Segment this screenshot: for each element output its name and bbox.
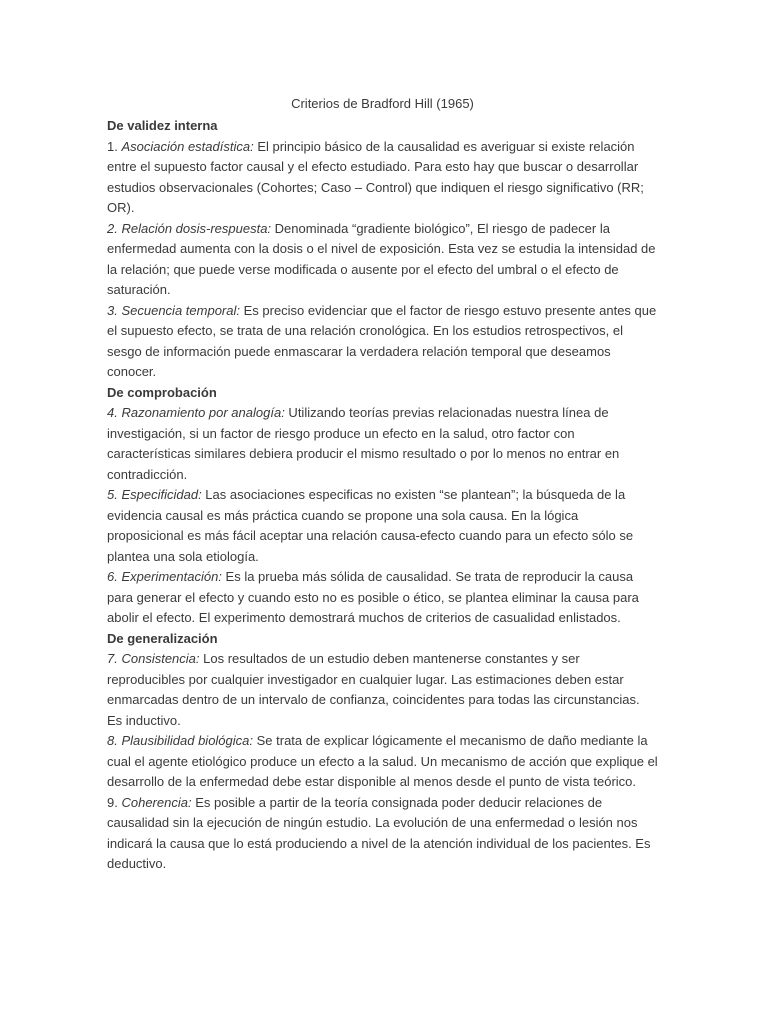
criterion-number: 6.	[107, 569, 122, 584]
criterion-relacion-dosis-respuesta	[107, 219, 658, 301]
criterion-term: Experimentación:	[121, 569, 222, 584]
criterion-consistencia	[107, 649, 658, 731]
criterion-text: Es la prueba más sólida de causalidad. Se trata de reproducir la causa para generar el efecto y cuando esto no es posible o ético, se plantea eliminar la causa para abolir el efecto. El experimento demostrará muchos de criterios de casualidad enlistados.	[107, 569, 639, 625]
criterion-number: 4.	[107, 405, 122, 420]
criterion-text: Las asociaciones especificas no existen “se plantean”; la búsqueda de la evidencia causal es más práctica cuando se propone una sola causa. En la lógica proposicional es más fácil aceptar una relación causa-efecto cuando para un efecto sólo se plantea una sola etiología.	[107, 487, 634, 564]
criterion-text: Se trata de explicar lógicamente el mecanismo de daño mediante la cual el agente etiológico produce un efecto a la salud. Un mecanismo de acción que explique el desarrollo de la enfermedad debe estar disponible al menos desde el punto de vista teórico.	[107, 733, 658, 789]
criterion-term: Razonamiento por analogía:	[121, 405, 285, 420]
criterion-asociacion-estadistica	[107, 137, 658, 219]
criterion-text: El principio básico de la causalidad es averiguar si existe relación entre el supuesto factor causal y el efecto estudiado. Para esto hay que buscar o desarrollar estudios observacionales (Cohortes; Caso – Control) que indiquen el riesgo significativo (RR; OR).	[107, 138, 644, 215]
criterion-plausibilidad-biologica	[107, 731, 658, 793]
criterion-text: Es posible a partir de la teoría consignada poder deducir relaciones de causalidad sin la ejecución de ningún estudio. La evolución de una enfermedad o lesión nos indicará la causa que lo está produciendo a nivel de la atención individual de los pacientes. Es deductivo.	[107, 794, 651, 871]
section-heading-validez-interna: De validez interna	[107, 118, 218, 133]
criterion-number: 5.	[107, 487, 122, 502]
section-heading-comprobacion: De comprobación	[107, 384, 217, 400]
section-heading-generalizacion: De generalización	[107, 630, 218, 646]
criterion-number: 3.	[107, 302, 122, 318]
criterion-text: Los resultados de un estudio deben mantenerse constantes y ser reproducibles por cualquier investigador en cualquier lugar. Las estimaciones deben estar enmarcadas dentro de un intervalo de confianza, coincidentes para todas las circunstancias. Es inductivo.	[107, 651, 640, 728]
criterion-text: Es preciso evidenciar que el factor de riesgo estuvo presente antes que el supuesto efecto, se trata de una relación cronológica. En los estudios retrospectivos, el sesgo de información puede enmascarar la verdadera relación temporal que deseamos conocer.	[107, 302, 657, 379]
criterion-term: Asociación estadística:	[121, 138, 254, 154]
criterion-text: Denominada “gradiente biológico”, El riesgo de padecer la enfermedad aumenta con la dosis o el nivel de exposición. Esta vez se estudia la intensidad de la relación; que puede verse modificada o ausente por el efecto del umbral o el efecto de saturación.	[107, 220, 656, 297]
criterion-number: 2.	[107, 220, 122, 236]
criterion-term: Secuencia temporal:	[121, 302, 240, 318]
criterion-text: Utilizando teorías previas relacionadas nuestra línea de investigación, si un factor de riesgo produce un efecto en la salud, otro factor con características similares debiera producir el mismo resultado o por lo menos no entrar en contradicción.	[107, 405, 620, 482]
criterion-razonamiento-analogia	[107, 403, 658, 485]
criterion-term: Relación dosis-respuesta:	[121, 220, 272, 236]
criterion-number: 1.	[107, 138, 122, 154]
criterion-term: Especificidad:	[121, 487, 202, 502]
criterion-experimentacion	[107, 567, 658, 629]
criterion-number: 7.	[107, 651, 122, 666]
criterion-term: Consistencia:	[121, 651, 200, 666]
criterion-term: Coherencia:	[121, 794, 192, 810]
criterion-term: Plausibilidad biológica:	[121, 733, 253, 748]
criterion-coherencia	[107, 793, 658, 875]
criterion-secuencia-temporal	[107, 301, 658, 383]
criterion-number: 8.	[107, 733, 122, 748]
criterion-number: 9.	[107, 794, 122, 810]
document-title: Criterios de Bradford Hill (1965)	[291, 96, 474, 111]
criterion-especificidad	[107, 485, 658, 567]
